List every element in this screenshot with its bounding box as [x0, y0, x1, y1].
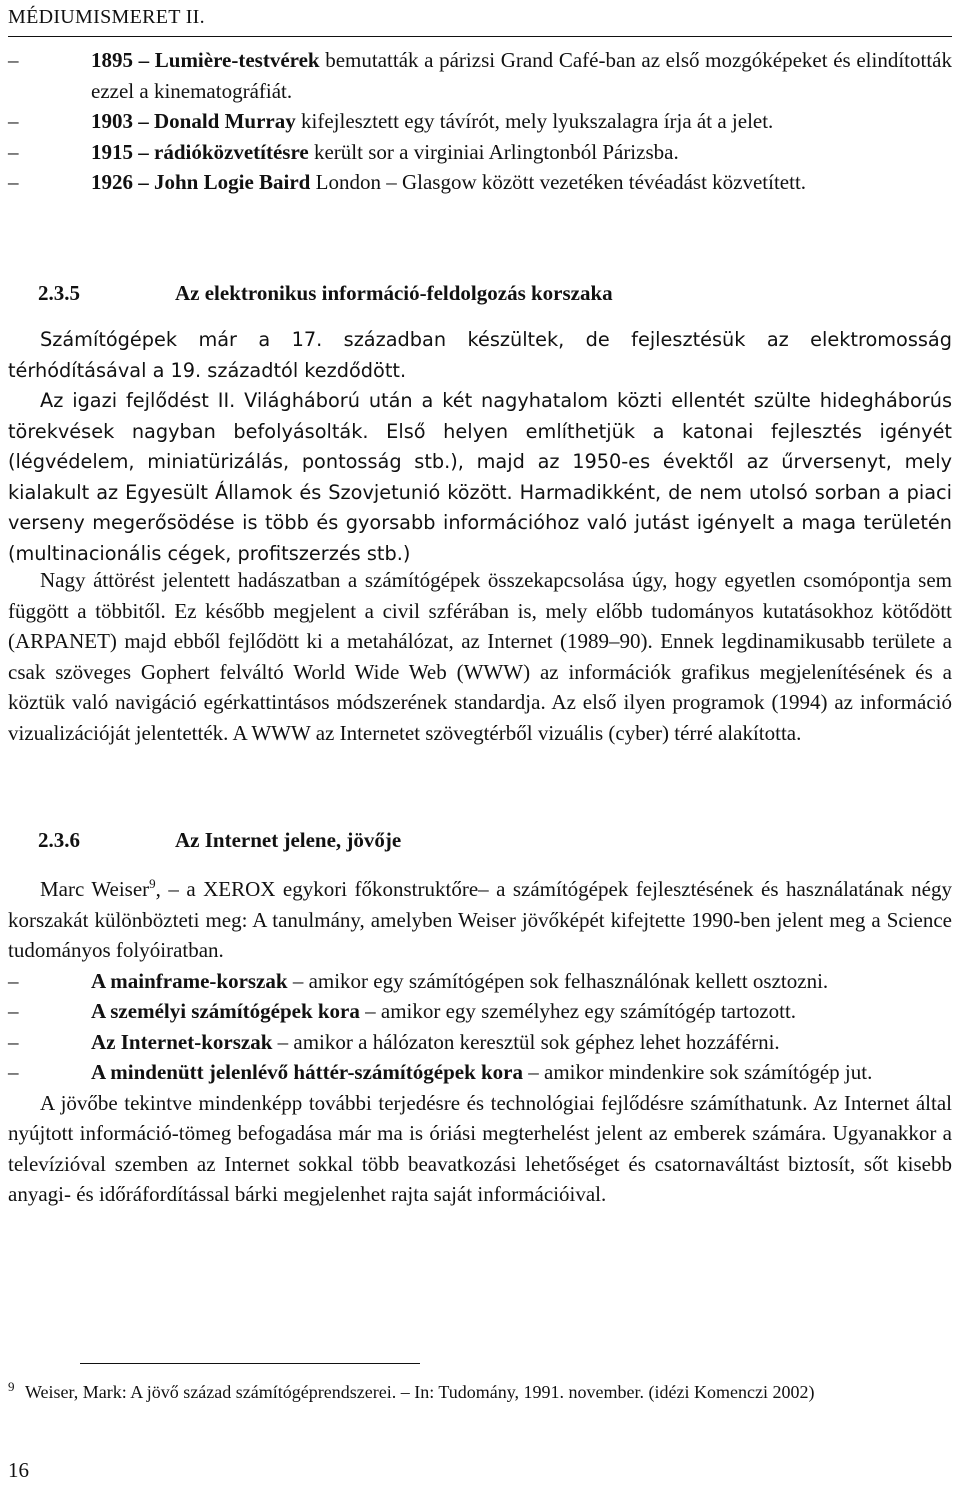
- list-item: [8, 137, 952, 168]
- dash-bullet: –: [8, 109, 19, 133]
- document-page: [8, 0, 952, 1485]
- item-text: London – Glasgow között vezetéken tévéadást közvetített.: [310, 170, 807, 194]
- footnote-rule: [80, 1363, 420, 1364]
- item-bold: 1903 – Donald Murray: [91, 109, 296, 133]
- item-bold: A személyi számítógépek kora: [91, 999, 360, 1023]
- section-heading-2-3-5: [8, 281, 952, 311]
- item-text: – amikor egy számítógépen sok felhasználónak kellett osztozni.: [287, 968, 829, 993]
- dash-bullet: –: [8, 1060, 19, 1084]
- dash-bullet: –: [8, 139, 19, 164]
- item-bold: 1915 – rádióközvetítésre: [91, 139, 309, 164]
- list-item: [8, 966, 952, 997]
- page-number: 16: [8, 1458, 29, 1482]
- section-title: Az elektronikus információ-feldolgozás korszaka: [175, 281, 613, 305]
- dash-bullet: –: [8, 968, 19, 993]
- item-bold: Az Internet-korszak: [91, 1029, 273, 1054]
- item-text: kifejlesztett egy távírót, mely lyukszalagra írja át a jelet.: [295, 109, 774, 133]
- list-item: [8, 996, 952, 1027]
- section-number: 2.3.6: [38, 828, 80, 852]
- paragraph-text: , – a XEROX egykori főkonstruktőre– a számítógépek fejlesztésének és használatának négy korszakát különbözteti meg: A tanulmány, amelyben Weiser jövőképét kifejtette 1990-ben jelent meg a Science tudományos folyóiratban.: [8, 877, 952, 962]
- sans-text-block: [8, 325, 952, 569]
- paragraph: Számítógépek már a 17. században készültek, de fejlesztésük az elektromosság térhódításával a 19. századtól kezdődött.: [8, 328, 952, 382]
- running-title: MÉDIUMISMERET II.: [8, 6, 205, 28]
- footnote-number: 9: [8, 1379, 15, 1394]
- timeline-list: [8, 45, 952, 198]
- list-item: [8, 106, 952, 137]
- eras-section: [8, 874, 952, 1210]
- text-block: [8, 565, 952, 748]
- header-rule: [8, 36, 952, 37]
- paragraph: Nagy áttörést jelentett hadászatban a számítógépek összekapcsolása úgy, hogy egyetlen csomópontja sem függött a többitől. Ez később megjelent a civil szférában is, mely előbb tudományos kutatásokhoz kötődött (ARPANET) majd ebből fejlődött ki a metahálózat, az Internet (1989–90). Ennek legdinamikusabb területe a csak szöveges Gophert felváltó World Wide Web (WWW) az információk grafikus megjelenítésének és a köztük való navigáció egérkattintásos módszerének standardja. Az első ilyen programok (1994) az információ vizualizációját jelentették. A WWW az Internetet szövegtérből vizuális (cyber) térré alakította.: [8, 568, 952, 745]
- section-heading-2-3-6: [8, 828, 952, 858]
- paragraph: A jövőbe tekintve mindenképp további terjedésre és technológiai fejlődésre számíthatunk. Az Internet által nyújtott információ-tömeg befogadása már ma is óriási megterhelést jelent az emberek számára. Ugyanakkor a televízióval szemben az Internet sokkal több beavatkozási lehetőséget és csatornaváltást biztosít, sőt kisebb anyagi- és időráfordítással bárki megjelenhet rajta saját információival.: [8, 1090, 952, 1206]
- item-bold: A mainframe-korszak: [91, 968, 288, 993]
- list-item: [8, 1027, 952, 1058]
- footnote-reference: 9: [149, 876, 156, 891]
- item-text: került sor a virginiai Arlingtonból Párizsba.: [308, 139, 679, 164]
- paragraph: Az igazi fejlődést II. Világháború után a két nagyhatalom közti ellentét szülte hidegháborús törekvések nagyban befolyásolták. Első helyen említhetjük a katonai fejlesztés igényét (légvédelem, miniatürizálás, pontosság stb.), majd az 1950-es évektől az űrversenyt, mely kialakult az Egyesült Államok és Szovjetunió között. Harmadikként, de nem utolsó sorban a piaci verseny megerősödése is több és gyorsabb információhoz való jutást igényelt a maga területén (multinacionális cégek, profitszerzés stb.): [8, 389, 952, 565]
- list-item: [8, 1057, 952, 1088]
- author-name: Marc Weiser: [40, 877, 150, 901]
- section-number: 2.3.5: [38, 281, 80, 305]
- item-text: – amikor a hálózaton keresztül sok géphez lehet hozzáférni.: [272, 1029, 780, 1054]
- item-bold: A mindenütt jelenlévő háttér-számítógépek kora: [91, 1060, 523, 1084]
- item-bold: 1926 – John Logie Baird: [91, 170, 311, 194]
- item-text: – amikor egy személyhez egy számítógép tartozott.: [359, 999, 797, 1023]
- dash-bullet: –: [8, 1029, 19, 1054]
- list-item: [8, 167, 952, 198]
- footnote-text: Weiser, Mark: A jövő század számítógéprendszerei. – In: Tudomány, 1991. november. (idézi Komenczi 2002): [25, 1382, 815, 1402]
- item-text: – amikor mindenkire sok számítógép jut.: [523, 1060, 873, 1084]
- footnote: [8, 1378, 952, 1407]
- item-text: bemutatták a párizsi Grand Café-ban az első mozgóképeket és elindították ezzel a kinematográfiát.: [91, 48, 952, 103]
- section-title: Az Internet jelene, jövője: [175, 828, 402, 852]
- dash-bullet: –: [8, 170, 19, 194]
- dash-bullet: –: [8, 999, 19, 1023]
- item-bold: 1895 – Lumière-testvérek: [91, 48, 320, 72]
- list-item: [8, 45, 952, 106]
- weiser-paragraph: [8, 874, 952, 966]
- dash-bullet: –: [8, 48, 19, 72]
